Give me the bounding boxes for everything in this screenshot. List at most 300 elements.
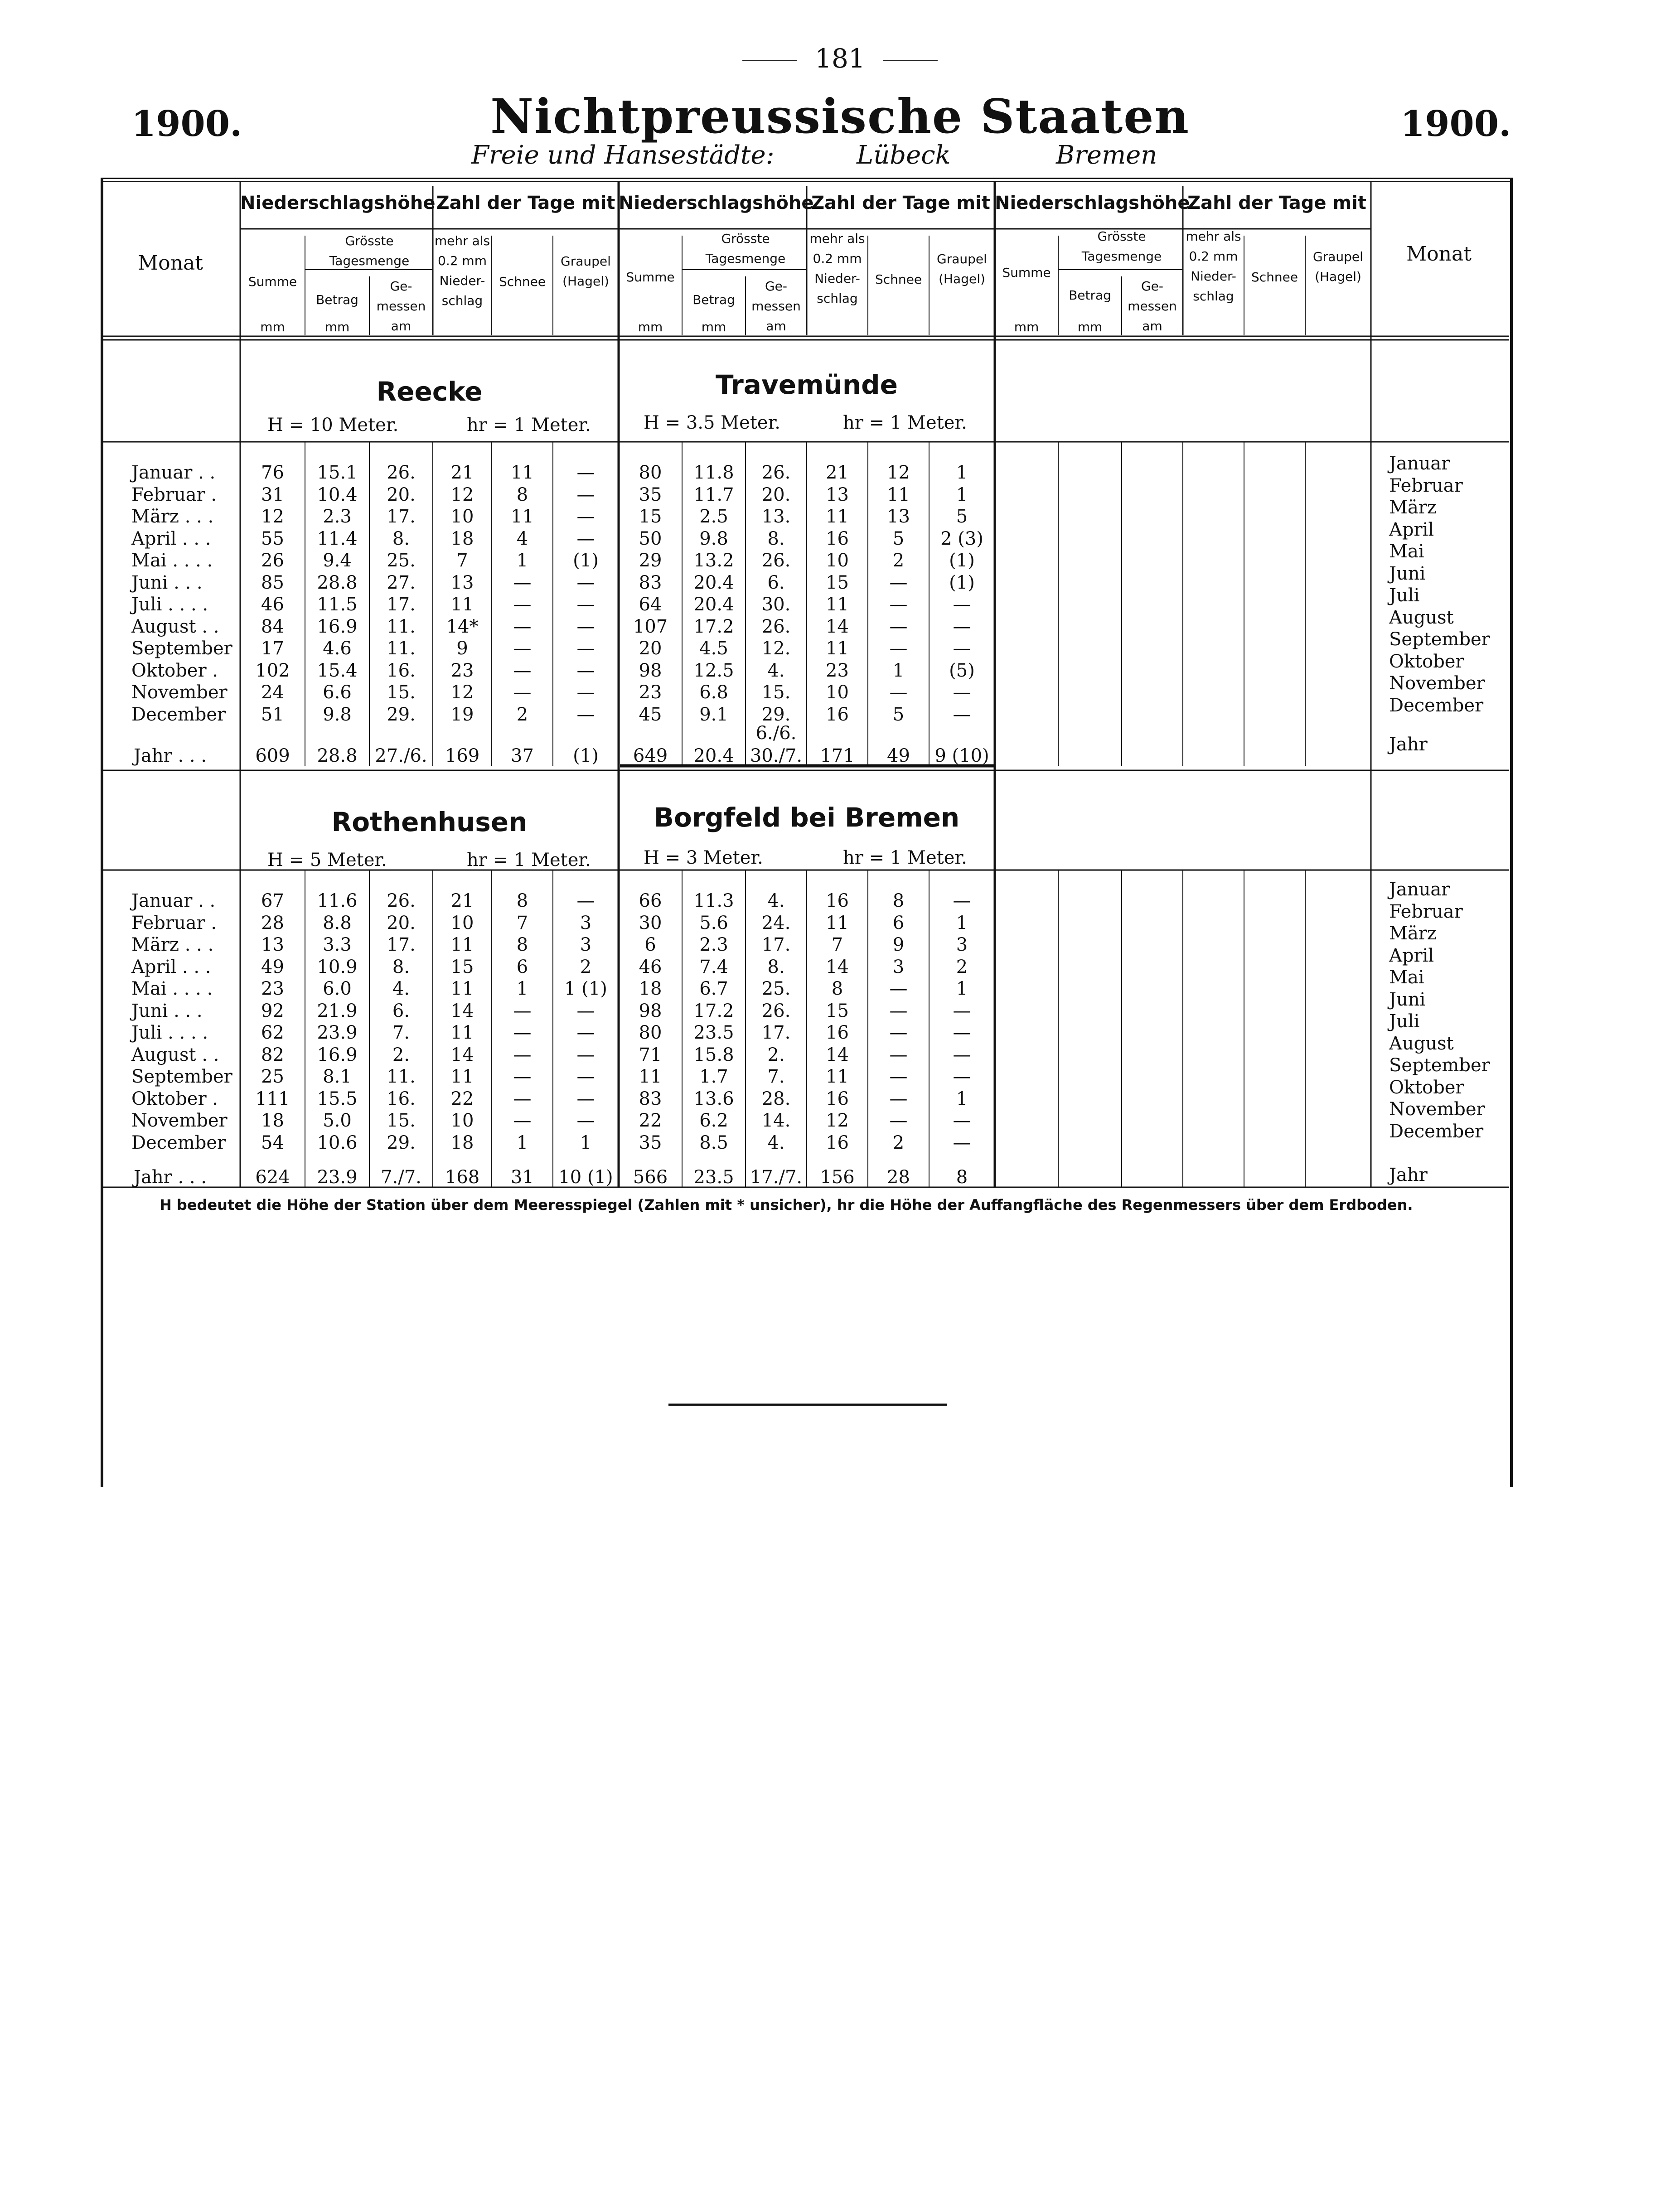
month-label-right: Januar: [1389, 879, 1450, 900]
monat-header-right: Monat: [1406, 242, 1472, 266]
data-cell: 15.4: [317, 660, 358, 681]
data-cell: 14.: [761, 1110, 791, 1131]
month-label: November: [131, 1110, 228, 1131]
data-cell: 18: [450, 528, 474, 549]
data-cell: —: [513, 1066, 532, 1087]
data-cell: 11: [511, 506, 534, 527]
data-cell: 16.: [387, 660, 416, 681]
data-cell: 12: [887, 462, 910, 483]
data-cell: 15.1: [317, 462, 358, 483]
data-cell: —: [576, 1000, 595, 1021]
data-cell: 7: [456, 550, 468, 571]
data-cell: 45: [639, 704, 662, 725]
data-cell: 7.: [767, 1066, 785, 1087]
data-cell: 11: [450, 1022, 474, 1043]
gemessen-header-2: Ge-messen am: [751, 279, 801, 334]
data-cell: 85: [261, 572, 284, 593]
jahr-cell: 624: [255, 1167, 290, 1188]
data-cell: 26: [261, 550, 284, 571]
data-cell: —: [576, 484, 595, 505]
data-cell: 14: [826, 616, 849, 637]
data-cell: 22: [639, 1110, 662, 1131]
data-cell: 28: [261, 912, 284, 933]
month-label-right: December: [1389, 695, 1484, 716]
summe-header-2: Summe: [626, 270, 675, 285]
data-cell: 1: [516, 1132, 528, 1153]
data-cell: —: [889, 572, 908, 593]
data-cell: —: [889, 1088, 908, 1109]
month-label: Januar . .: [131, 890, 216, 911]
month-label-right: Juni: [1389, 563, 1426, 584]
data-cell: 2.3: [323, 506, 352, 527]
data-cell: 23: [826, 660, 849, 681]
data-cell: 6.6: [323, 682, 352, 703]
data-cell: 11: [887, 484, 910, 505]
subtitle-lubeck: Lübeck: [857, 140, 951, 170]
data-cell: —: [953, 682, 971, 703]
data-cell: 3: [892, 956, 905, 977]
data-cell: 4.5: [699, 638, 728, 659]
data-cell: 18: [261, 1110, 284, 1131]
station-hr-reecke: hr = 1 Meter.: [467, 415, 591, 435]
groesste-header-3: Grösste Tagesmenge: [1081, 229, 1162, 264]
data-cell: 6.0: [323, 978, 352, 999]
subtitle-bremen: Bremen: [1056, 140, 1157, 170]
data-cell: 5: [892, 528, 905, 549]
jahr-cell: 9 (10): [934, 745, 989, 766]
data-cell: 16: [826, 528, 849, 549]
month-label: Oktober .: [131, 1088, 218, 1109]
data-cell: —: [513, 682, 532, 703]
data-cell: 26.: [387, 462, 416, 483]
data-cell: 10.4: [317, 484, 358, 505]
data-cell: —: [576, 528, 595, 549]
station-h-reecke: H = 10 Meter.: [267, 415, 399, 435]
data-cell: —: [953, 616, 971, 637]
data-cell: —: [576, 594, 595, 615]
data-cell: 9.8: [699, 528, 728, 549]
data-cell: —: [889, 1000, 908, 1021]
month-label-right: Juli: [1389, 585, 1420, 606]
data-cell: —: [513, 594, 532, 615]
data-cell: 16.9: [317, 616, 358, 637]
data-cell: 2.3: [699, 934, 728, 955]
data-cell: 6.2: [699, 1110, 728, 1131]
data-cell: 17.: [761, 1022, 791, 1043]
data-cell: —: [576, 660, 595, 681]
data-cell: 8: [516, 484, 528, 505]
data-cell: —: [889, 638, 908, 659]
data-cell: 50: [639, 528, 662, 549]
month-label-right: April: [1389, 945, 1434, 966]
data-cell: 2.: [392, 1044, 410, 1065]
mm-header-1: mm: [260, 319, 285, 334]
mehr-als-header-3: mehr als 0.2 mm Nieder-schlag: [1186, 229, 1241, 304]
data-cell: 55: [261, 528, 284, 549]
data-cell: 13.: [761, 506, 791, 527]
jahr-cell: 649: [633, 745, 668, 766]
data-cell: 16.: [387, 1088, 416, 1109]
station-hr-rothenhusen: hr = 1 Meter.: [467, 850, 591, 870]
month-label-right: Mai: [1389, 967, 1424, 988]
data-cell: 10: [450, 1110, 474, 1131]
year-left: 1900.: [131, 103, 242, 145]
data-cell: 4.: [767, 1132, 785, 1153]
month-label-right: August: [1389, 1033, 1454, 1054]
data-cell: 2: [892, 550, 905, 571]
data-cell: 15.: [761, 682, 791, 703]
month-label-right: Mai: [1389, 541, 1424, 562]
data-cell: 23: [639, 682, 662, 703]
data-cell: 2: [516, 704, 528, 725]
data-cell: —: [889, 616, 908, 637]
data-cell: 12.: [761, 638, 791, 659]
data-cell: 13.6: [693, 1088, 734, 1109]
data-cell: —: [576, 1022, 595, 1043]
data-cell: 20: [639, 638, 662, 659]
mm-header-2b: mm: [701, 319, 726, 334]
month-label: Juni . . .: [131, 1000, 203, 1021]
summe-header-1: Summe: [248, 274, 297, 289]
data-cell: 4.: [767, 890, 785, 911]
data-cell: 2.: [767, 1044, 785, 1065]
month-label-right: Juni: [1389, 989, 1426, 1010]
data-cell: 26.: [761, 616, 791, 637]
subtitle-left: Freie und Hansestädte:: [471, 140, 775, 170]
data-cell: 49: [261, 956, 284, 977]
zahl-tage-header-1: Zahl der Tage mit: [436, 193, 615, 213]
data-cell: 30.: [761, 594, 791, 615]
betrag-header-1: Betrag: [316, 292, 358, 307]
data-cell: —: [889, 1110, 908, 1131]
data-cell: 15: [639, 506, 662, 527]
data-cell: —: [576, 462, 595, 483]
data-cell: —: [513, 572, 532, 593]
data-cell: 20.: [387, 484, 416, 505]
data-cell: 15: [826, 572, 849, 593]
data-cell: 14: [826, 1044, 849, 1065]
month-label-right: November: [1389, 673, 1485, 694]
data-cell: 11.: [387, 638, 416, 659]
data-cell: 17: [261, 638, 284, 659]
data-cell: 4.: [767, 660, 785, 681]
data-cell: 76: [261, 462, 284, 483]
data-cell: 23: [450, 660, 474, 681]
mm-header-3: mm: [1014, 319, 1039, 334]
zahl-tage-header-2: Zahl der Tage mit: [811, 193, 990, 213]
month-label: November: [131, 682, 228, 703]
jahr-label-right: Jahr: [1389, 1165, 1428, 1185]
data-cell: 2 (3): [940, 528, 983, 549]
mehr-als-header-1: mehr als 0.2 mm Nieder-schlag: [434, 233, 490, 308]
data-cell: 11.4: [317, 528, 358, 549]
station-title-travemuende: Travemünde: [716, 369, 898, 400]
data-cell: 8: [892, 890, 905, 911]
footnote: H bedeutet die Höhe der Station über dem Meeresspiegel (Zahlen mit * unsicher), hr die Höhe der Auffangfläche des Regenmessers über dem Erdboden.: [160, 1196, 1413, 1214]
data-cell: 4.6: [323, 638, 352, 659]
data-cell: 13: [887, 506, 910, 527]
data-cell: 111: [255, 1088, 290, 1109]
data-cell: 80: [639, 1022, 662, 1043]
data-cell: 15.5: [317, 1088, 358, 1109]
jahr-cell: 28: [887, 1167, 910, 1188]
summe-header-3: Summe: [1002, 265, 1051, 280]
data-cell: 26.: [761, 1000, 791, 1021]
data-cell: 11: [511, 462, 534, 483]
jahr-cell: 30./7.: [750, 745, 803, 766]
data-cell: 7: [831, 934, 843, 955]
data-cell: 11: [450, 594, 474, 615]
jahr-label: Jahr . . .: [134, 1167, 207, 1188]
station-title-reecke: Reecke: [376, 376, 483, 407]
data-cell: —: [953, 1000, 971, 1021]
year-right: 1900.: [1400, 103, 1511, 145]
month-label: September: [131, 638, 232, 659]
month-label-right: November: [1389, 1099, 1485, 1120]
jahr-cell: 20.4: [693, 745, 734, 766]
data-cell: 16: [826, 1022, 849, 1043]
data-cell: 5: [956, 506, 968, 527]
graupel-header-3: Graupel (Hagel): [1313, 249, 1363, 284]
month-label: Mai . . . .: [131, 978, 213, 999]
data-cell: 2.5: [699, 506, 728, 527]
data-cell: 4: [516, 528, 528, 549]
data-cell: 11: [639, 1066, 662, 1087]
data-cell: 23.5: [693, 1022, 734, 1043]
month-label-right: Oktober: [1389, 651, 1464, 672]
data-cell: 25: [261, 1066, 284, 1087]
month-label-right: April: [1389, 519, 1434, 540]
data-cell: 1: [892, 660, 905, 681]
data-cell: —: [889, 682, 908, 703]
data-cell: 1.7: [699, 1066, 728, 1087]
graupel-header-2: Graupel (Hagel): [937, 251, 987, 286]
month-label: Juli . . . .: [131, 1022, 208, 1043]
month-label: Februar .: [131, 484, 217, 505]
data-cell: 26.: [761, 550, 791, 571]
monat-header-left: Monat: [138, 251, 203, 275]
data-cell: 3: [956, 934, 968, 955]
data-cell: 29.: [387, 1132, 416, 1153]
data-cell: —: [953, 1132, 971, 1153]
month-label-right: September: [1389, 1055, 1490, 1076]
jahr-cell: 156: [820, 1167, 855, 1188]
data-cell: 7.: [392, 1022, 410, 1043]
data-cell: 51: [261, 704, 284, 725]
data-cell: 1: [516, 550, 528, 571]
betrag-header-3: Betrag: [1069, 288, 1111, 303]
jahr-cell: 7./7.: [381, 1167, 421, 1188]
data-cell: 10: [450, 506, 474, 527]
data-cell: 17.2: [693, 1000, 734, 1021]
data-cell: 107: [633, 616, 668, 637]
data-cell: 2: [956, 956, 968, 977]
data-cell: —: [576, 890, 595, 911]
data-cell: 82: [261, 1044, 284, 1065]
data-cell: 1: [956, 1088, 968, 1109]
data-cell: 28.: [761, 1088, 791, 1109]
data-cell: 8: [516, 934, 528, 955]
data-cell: 11: [450, 934, 474, 955]
data-cell: 12: [450, 682, 474, 703]
data-cell: 5.0: [323, 1110, 352, 1131]
data-cell: 6: [892, 912, 905, 933]
data-cell: 15: [450, 956, 474, 977]
data-cell: 54: [261, 1132, 284, 1153]
data-cell: 35: [639, 484, 662, 505]
data-cell: 20.4: [693, 594, 734, 615]
data-cell: 46: [639, 956, 662, 977]
data-cell: —: [953, 594, 971, 615]
data-cell: —: [513, 1022, 532, 1043]
month-label-right: Februar: [1389, 475, 1463, 496]
data-cell: 21: [826, 462, 849, 483]
data-cell: 11: [826, 638, 849, 659]
station-title-rothenhusen: Rothenhusen: [331, 807, 528, 837]
data-cell: 11.5: [317, 594, 358, 615]
data-cell: 23.9: [317, 1022, 358, 1043]
data-cell: 25.: [387, 550, 416, 571]
data-cell: 13: [261, 934, 284, 955]
data-cell: 6.: [767, 572, 785, 593]
month-label: August . .: [131, 1044, 219, 1065]
data-cell: —: [953, 704, 971, 725]
data-cell: 3.3: [323, 934, 352, 955]
data-cell: —: [513, 1000, 532, 1021]
station-h-travemuende: H = 3.5 Meter.: [644, 412, 780, 433]
data-cell: 11.6: [317, 890, 358, 911]
data-cell: 17.: [387, 594, 416, 615]
month-label-right: Juli: [1389, 1011, 1420, 1032]
data-cell: 8: [831, 978, 843, 999]
data-cell: 102: [255, 660, 290, 681]
month-label-right: Februar: [1389, 901, 1463, 922]
month-label: Mai . . . .: [131, 550, 213, 571]
data-cell: 6.8: [699, 682, 728, 703]
data-cell: —: [889, 1066, 908, 1087]
data-cell: —: [576, 704, 595, 725]
schnee-header-2: Schnee: [875, 272, 922, 287]
groesste-header-2: Grösste Tagesmenge: [705, 231, 786, 266]
data-cell: 11: [450, 1066, 474, 1087]
gemessen-header-3: Ge-messen am: [1128, 279, 1177, 334]
data-cell: —: [576, 1088, 595, 1109]
month-label: Juli . . . .: [131, 594, 208, 615]
data-cell: 13: [826, 484, 849, 505]
data-cell: 6: [516, 956, 528, 977]
data-cell: —: [953, 1022, 971, 1043]
data-cell: 16: [826, 1132, 849, 1153]
page-number: 181: [0, 43, 1680, 74]
data-cell: —: [576, 506, 595, 527]
data-cell: 5: [892, 704, 905, 725]
data-cell: —: [576, 1044, 595, 1065]
data-cell: 16: [826, 890, 849, 911]
zahl-tage-header-3: Zahl der Tage mit: [1187, 193, 1366, 213]
data-cell: (1): [949, 550, 975, 571]
month-label: December: [131, 704, 226, 725]
data-cell: 6.: [392, 1000, 410, 1021]
data-cell: —: [576, 682, 595, 703]
data-cell: 19: [450, 704, 474, 725]
jahr-cell: 609: [255, 745, 290, 766]
data-cell: 1: [956, 912, 968, 933]
data-cell: 46: [261, 594, 284, 615]
data-cell: 4.: [392, 978, 410, 999]
jahr-cell: 10 (1): [558, 1167, 613, 1188]
data-cell: 8.1: [323, 1066, 352, 1087]
data-cell: 8.8: [323, 912, 352, 933]
month-label: September: [131, 1066, 232, 1087]
groesste-header-1: Grösste Tagesmenge: [329, 233, 410, 268]
mm-header-1b: mm: [324, 319, 350, 334]
gemessen-header-1: Ge-messen am: [376, 279, 426, 334]
data-cell: 17.: [387, 506, 416, 527]
niederschlag-header-1: Niederschlagshöhe: [240, 193, 436, 213]
data-cell: 12: [450, 484, 474, 505]
data-cell: —: [889, 1044, 908, 1065]
data-cell: 26.: [761, 462, 791, 483]
data-cell: 1: [580, 1132, 592, 1153]
jahr-cell: (1): [573, 745, 599, 766]
data-cell: 8.: [767, 956, 785, 977]
data-cell: 62: [261, 1022, 284, 1043]
data-cell: 31: [261, 484, 284, 505]
data-cell: 84: [261, 616, 284, 637]
data-cell: 9: [892, 934, 905, 955]
data-cell: 1: [956, 484, 968, 505]
data-cell: 8.: [767, 528, 785, 549]
data-cell: 98: [639, 660, 662, 681]
data-cell: 9.8: [323, 704, 352, 725]
month-label-right: Oktober: [1389, 1077, 1464, 1098]
data-cell: 18: [639, 978, 662, 999]
page-title: Nichtpreussische Staaten: [490, 88, 1190, 144]
data-cell: 30: [639, 912, 662, 933]
mm-header-2: mm: [638, 319, 663, 334]
data-cell: —: [576, 1066, 595, 1087]
month-label: Februar .: [131, 912, 217, 933]
station-h-borgfeld: H = 3 Meter.: [644, 847, 763, 868]
month-label: Juni . . .: [131, 572, 203, 593]
data-cell: 11: [826, 912, 849, 933]
data-cell: —: [953, 1110, 971, 1131]
data-cell: (1): [573, 550, 599, 571]
data-cell: 6.7: [699, 978, 728, 999]
data-cell: 3: [580, 934, 592, 955]
data-cell: 15.: [387, 682, 416, 703]
data-cell: 17.: [387, 934, 416, 955]
schnee-header-3: Schnee: [1251, 270, 1298, 285]
data-cell: 12: [261, 506, 284, 527]
month-label-right: December: [1389, 1121, 1484, 1142]
data-cell: 11.8: [693, 462, 734, 483]
data-cell: —: [513, 660, 532, 681]
data-cell: 24.: [761, 912, 791, 933]
month-label-right: September: [1389, 629, 1490, 650]
data-cell: 66: [639, 890, 662, 911]
data-cell: 14*: [446, 616, 479, 637]
jahr-cell: 171: [820, 745, 855, 766]
data-cell: —: [953, 1044, 971, 1065]
jahr-cell: 23.9: [317, 1167, 358, 1188]
data-cell: (1): [949, 572, 975, 593]
jahr-label: Jahr . . .: [134, 745, 207, 766]
data-cell: —: [513, 1110, 532, 1131]
data-cell: 8.: [392, 956, 410, 977]
data-cell: —: [576, 638, 595, 659]
data-cell: 24: [261, 682, 284, 703]
